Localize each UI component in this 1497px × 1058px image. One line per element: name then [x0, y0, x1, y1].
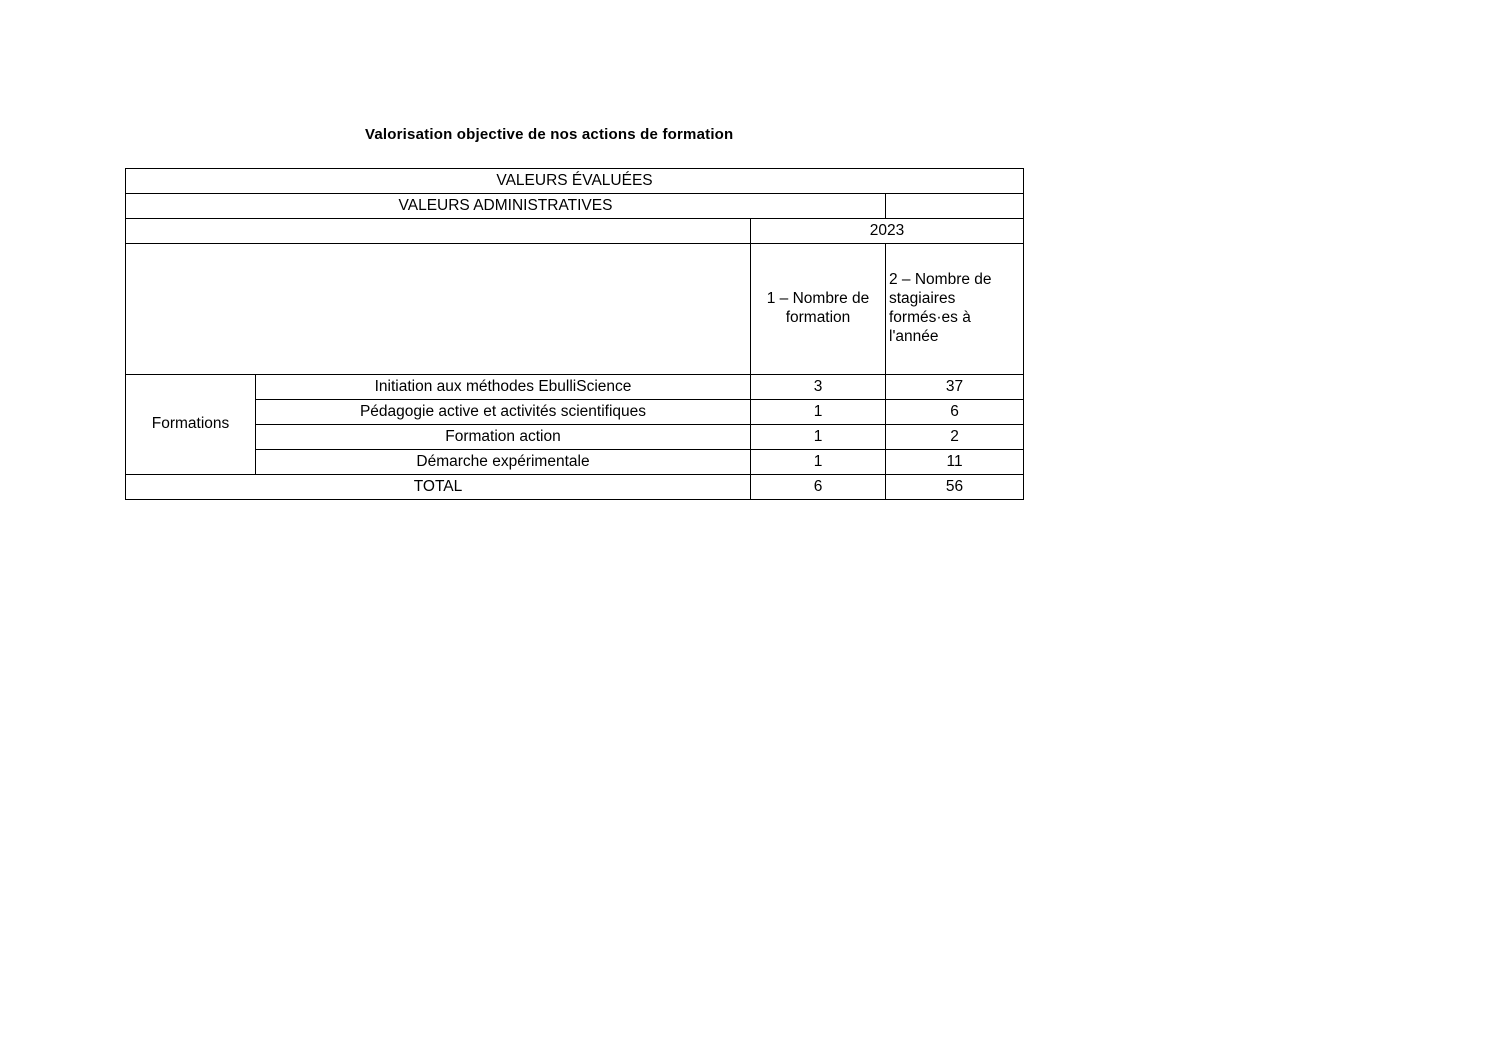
table-row	[126, 400, 1024, 425]
row-value-col1: 1	[751, 425, 886, 450]
row-value-col2: 37	[886, 375, 1024, 400]
row-value-col1: 3	[751, 375, 886, 400]
total-value-col1: 6	[751, 475, 886, 500]
table-row	[126, 219, 1024, 244]
column-header-1: 1 – Nombre de formation	[751, 244, 886, 375]
table-row	[126, 194, 1024, 219]
column-header-2: 2 – Nombre de stagiaires formés·es à l'année	[886, 244, 1024, 375]
table-row	[126, 244, 1024, 375]
row-value-col2: 11	[886, 450, 1024, 475]
page-title: Valorisation objective de nos actions de formation	[365, 126, 734, 143]
total-value-col2: 56	[886, 475, 1024, 500]
table-row	[126, 450, 1024, 475]
table-row	[126, 375, 1024, 400]
valorisation-table	[125, 168, 1024, 500]
row-value-col1: 1	[751, 400, 886, 425]
row-label: Pédagogie active et activités scientifiques	[256, 400, 751, 425]
band-valeurs-administratives: VALEURS ADMINISTRATIVES	[126, 194, 886, 219]
band-spacer-cell	[886, 194, 1024, 219]
table-row	[126, 169, 1024, 194]
year-spacer-cell	[126, 219, 751, 244]
table-row	[126, 425, 1024, 450]
row-group-label: Formations	[126, 375, 256, 475]
header-blank-cell	[126, 244, 751, 375]
table-row-total	[126, 475, 1024, 500]
row-value-col2: 2	[886, 425, 1024, 450]
year-label: 2023	[751, 219, 1024, 244]
band-valeurs-evaluees: VALEURS ÉVALUÉES	[126, 169, 1024, 194]
total-label: TOTAL	[126, 475, 751, 500]
row-label: Démarche expérimentale	[256, 450, 751, 475]
row-value-col1: 1	[751, 450, 886, 475]
row-label: Initiation aux méthodes EbulliScience	[256, 375, 751, 400]
row-label: Formation action	[256, 425, 751, 450]
row-value-col2: 6	[886, 400, 1024, 425]
